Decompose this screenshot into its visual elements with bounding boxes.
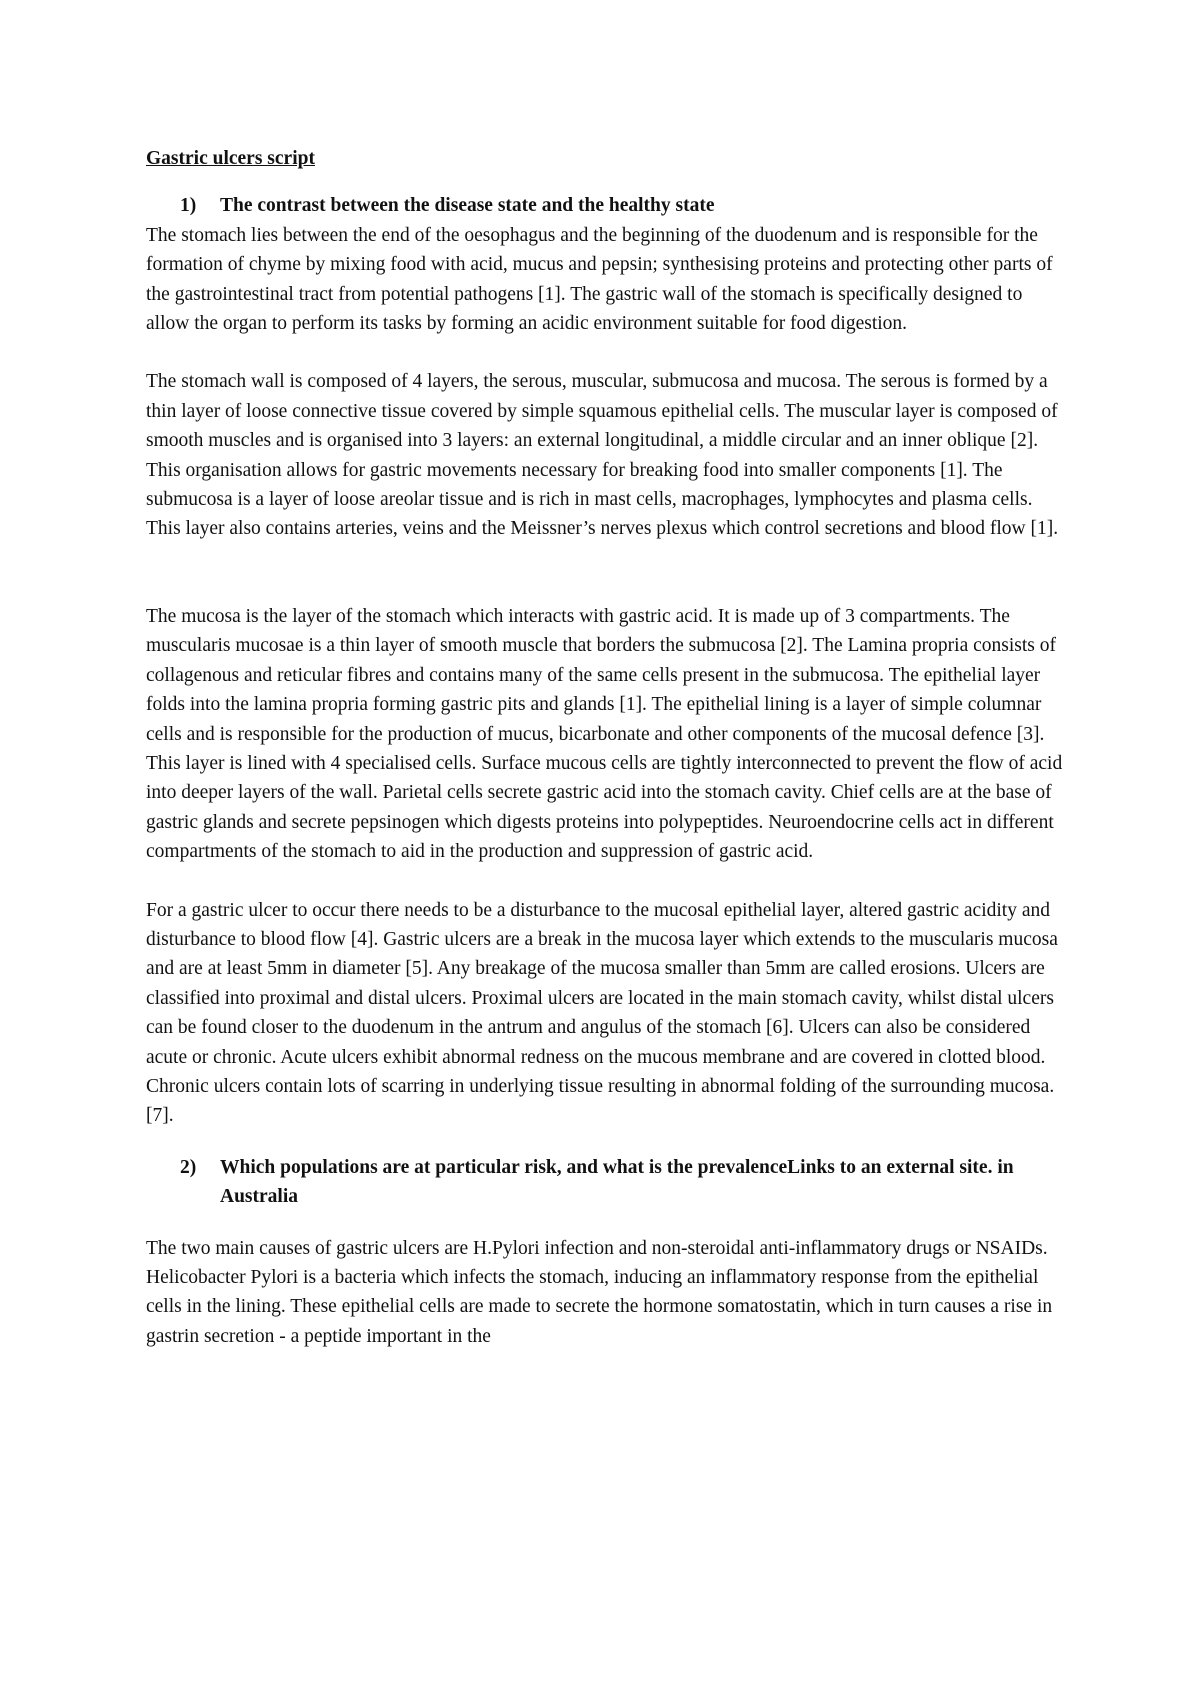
paragraph: The stomach lies between the end of the oesophagus and the beginning of the duodenum and is responsible for the formation of chyme by mixing food with acid, mucus and pepsin; synthesising proteins and protecting other parts of the gastrointestinal tract from potential pathogens [1]. The gastric wall of the stomach is specifically designed to allow the organ to perform its tasks by forming an acidic environment suitable for food digestion.: [146, 224, 1053, 335]
paragraph: The two main causes of gastric ulcers are H.Pylori infection and non-steroidal anti-inflammatory drugs or NSAIDs. Helicobacter Pylori is a bacteria which infects the stomach, inducing an inflammatory response from the epithelial cells in the lining. These epithelial cells are made to secrete the hormone somatostatin, which in turn causes a rise in gastrin secretion - a peptide important in the: [146, 1237, 1053, 1347]
section-heading-text: Which populations are at particular risk, and what is the prevalenceLinks to an external site. in Australia: [220, 1156, 1014, 1208]
document-body: [146, 144, 1066, 1351]
paragraph: For a gastric ulcer to occur there needs to be a disturbance to the mucosal epithelial layer, altered gastric acidity and disturbance to blood flow [4]. Gastric ulcers are a break in the mucosa layer which extends to the muscularis mucosa and are at least 5mm in diameter [5]. Any breakage of the mucosa smaller than 5mm are called erosions. Ulcers are classified into proximal and distal ulcers. Proximal ulcers are located in the main stomach cavity, whilst distal ulcers can be found closer to the duodenum in the antrum and angulus of the stomach [6]. Ulcers can also be considered acute or chronic. Acute ulcers exhibit abnormal redness on the mucous membrane and are covered in clotted blood. Chronic ulcers contain lots of scarring in underlying tissue resulting in abnormal folding of the surrounding mucosa. [7].: [146, 899, 1058, 1127]
section-heading-1: [146, 191, 1066, 220]
paragraph: The mucosa is the layer of the stomach which interacts with gastric acid. It is made up of 3 compartments. The muscularis mucosae is a thin layer of smooth muscle that borders the submucosa [2]. The Lamina propria consists of collagenous and reticular fibres and contains many of the same cells present in the submucosa. The epithelial layer folds into the lamina propria forming gastric pits and glands [1]. The epithelial lining is a layer of simple columnar cells and is responsible for the production of mucus, bicarbonate and other components of the mucosal defence [3]. This layer is lined with 4 specialised cells. Surface mucous cells are tightly interconnected to prevent the flow of acid into deeper layers of the wall. Parietal cells secrete gastric acid into the stomach cavity. Chief cells are at the base of gastric glands and secrete pepsinogen which digests proteins into polypeptides. Neuroendocrine cells act in different compartments of the stomach to aid in the production and suppression of gastric acid.: [146, 605, 1063, 863]
section-number: 2): [180, 1156, 197, 1178]
section-number: 1): [180, 195, 197, 217]
section-heading-2: [146, 1153, 1066, 1212]
section-heading-text: The contrast between the disease state and the healthy state: [220, 195, 715, 217]
document-title: Gastric ulcers script: [146, 148, 315, 169]
paragraph: The stomach wall is composed of 4 layers, the serous, muscular, submucosa and mucosa. The serous is formed by a thin layer of loose connective tissue covered by simple squamous epithelial cells. The muscular layer is composed of smooth muscles and is organised into 3 layers: an external longitudinal, a middle circular and an inner oblique [2]. This organisation allows for gastric movements necessary for breaking food into smaller components [1]. The submucosa is a layer of loose areolar tissue and is rich in mast cells, macrophages, lymphocytes and plasma cells. This layer also contains arteries, veins and the Meissner’s nerves plexus which control secretions and blood flow [1].: [146, 371, 1059, 540]
